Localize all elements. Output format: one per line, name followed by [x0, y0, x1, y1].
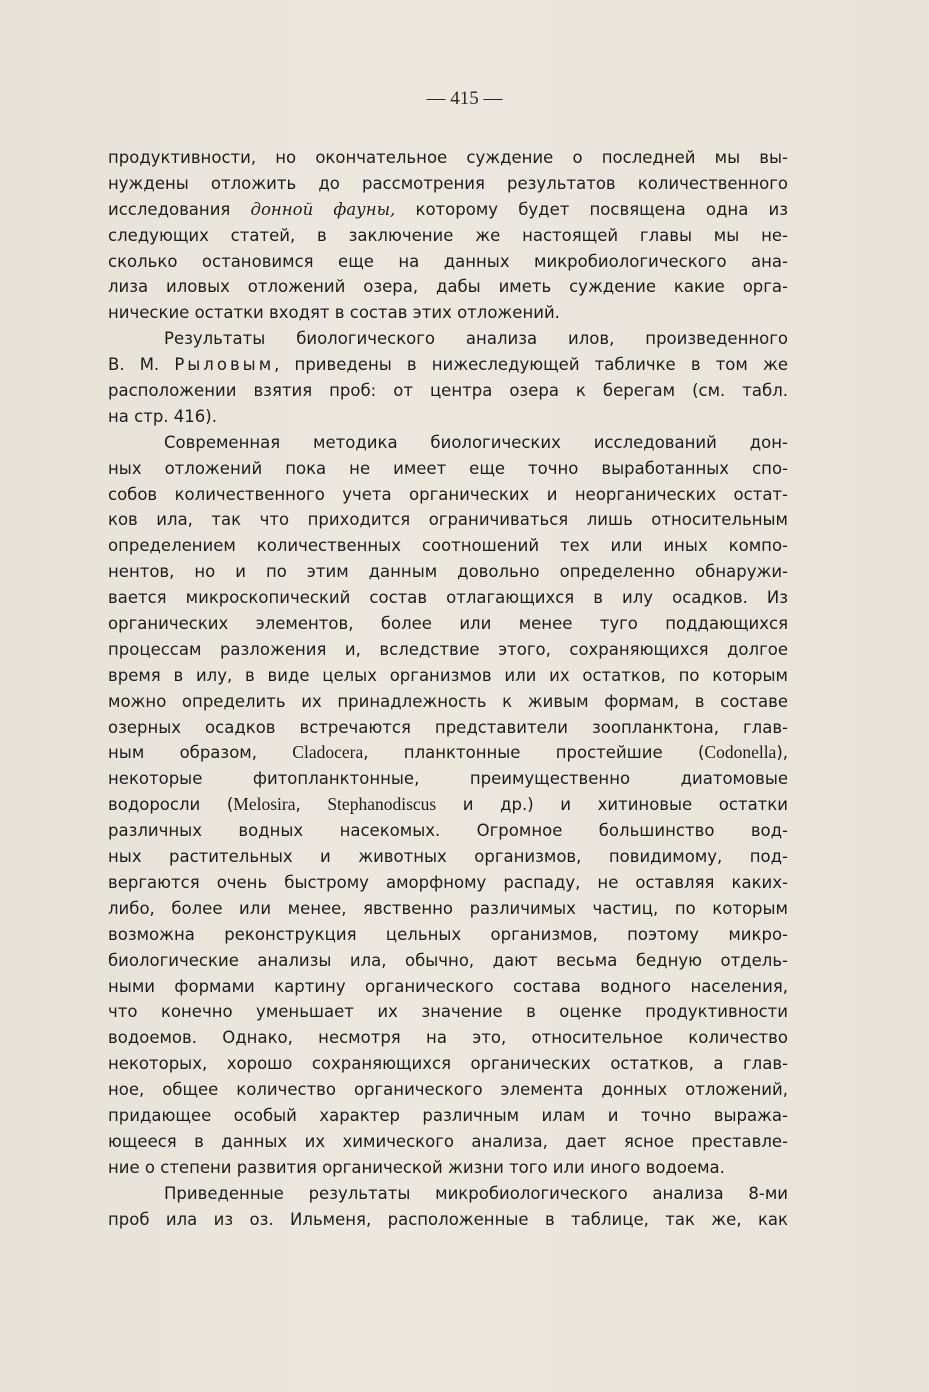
latin-taxon: Stephanodiscus — [327, 794, 437, 815]
paragraph-1 — [108, 145, 788, 326]
italic-term: донной фауны, — [250, 199, 396, 219]
text-line: Современная методика биологических исследований дон- — [164, 432, 788, 452]
text-line: вергаются очень быстрому аморфному распаду, не оставляя каких- — [108, 872, 788, 892]
text-line: определением количественных соотношений тех или иных компо- — [108, 536, 788, 556]
paragraph-2 — [108, 326, 788, 430]
text-line: придающее особый характер различным илам и точно выража- — [108, 1105, 788, 1125]
page-number: — 415 — — [426, 88, 503, 109]
text-line: исследования донной фауны, которому будет посвящена одна из — [108, 199, 788, 219]
text-line: можно определить их принадлежность к живым формам, в составе — [108, 691, 788, 711]
text-line: Приведенные результаты микробиологического анализа 8-ми — [164, 1183, 788, 1203]
text-line: проб ила из оз. Ильменя, расположенные в таблице, так же, как — [108, 1209, 788, 1229]
paragraph-4 — [108, 1181, 788, 1233]
text-line: нические остатки входят в состав этих отложений. — [108, 303, 560, 323]
text-line: нуждены отложить до рассмотрения результатов количественного — [108, 173, 788, 193]
spaced-author-name: Рыловым — [174, 355, 275, 375]
text-line: ное, общее количество органического элемента донных отложений, — [108, 1080, 788, 1100]
text-line: водоемов. Однако, несмотря на это, относительное количество — [108, 1028, 788, 1048]
text-line: Результаты биологического анализа илов, произведенного — [164, 329, 788, 349]
text-line: водоросли (Melosira, Stephanodiscus и др.) и хитиновые остатки — [108, 794, 788, 815]
latin-taxon: Cladocera — [292, 742, 364, 763]
text-line: собов количественного учета органических и неорганических остат- — [108, 484, 788, 504]
text-line: лиза иловых отложений озера, дабы иметь суждение какие орга- — [108, 277, 788, 297]
text-line: органических элементов, более или менее туго поддающихся — [108, 614, 788, 634]
text-line: ние о степени развития органической жизни того или иного водоема. — [108, 1157, 725, 1177]
latin-taxon: Melosira — [233, 794, 296, 815]
text-line: озерных осадков встречаются представители зоопланктона, глав- — [108, 717, 788, 737]
text-line: следующих статей, в заключение же настоящей главы мы не- — [108, 225, 788, 245]
text-line: некоторые фитопланктонные, преимущественно диатомовые — [108, 769, 788, 789]
text-line: расположении взятия проб: от центра озера к берегам (см. табл. — [108, 381, 788, 401]
text-line: биологические анализы ила, обычно, дают весьма бедную отдель- — [108, 950, 788, 970]
text-line: продуктивности, но окончательное суждение о последней мы вы- — [108, 148, 788, 167]
text-line: время в илу, в виде целых организмов или их остатков, по которым — [108, 665, 788, 685]
text-line: В. М. Рыловым, приведены в нижеследующей табличке в том же — [108, 355, 789, 375]
text-line: ными формами картину органического состава водного населения, — [108, 976, 788, 996]
text-line: некоторых, хорошо сохраняющихся органических остатков, а глав- — [108, 1054, 788, 1074]
text-line: ющееся в данных их химического анализа, дает ясное преставле- — [108, 1131, 788, 1151]
paragraph-3 — [108, 430, 788, 1181]
text-line: ков ила, так что приходится ограничиваться лишь относительным — [108, 510, 788, 530]
text-line: сколько остановимся еще на данных микробиологического ана- — [108, 251, 788, 271]
text-line: процессам разложения и, вследствие этого, сохраняющихся долгое — [108, 639, 788, 659]
text-line: на стр. 416). — [108, 406, 217, 426]
text-line: ных растительных и животных организмов, повидимому, под- — [108, 847, 788, 867]
text-line: нентов, но и по этим данным довольно определенно обнаружи- — [108, 562, 788, 582]
text-line: вается микроскопический состав отлагающихся в илу осадков. Из — [108, 588, 788, 608]
text-line: возможна реконструкция цельных организмов, поэтому микро- — [108, 924, 788, 944]
text-line: что конечно уменьшает их значение в оценке продуктивности — [108, 1002, 788, 1022]
text-line: ным образом, Cladocera, планктонные простейшие (Codonella), — [108, 742, 789, 763]
latin-taxon: Codonella — [704, 742, 777, 763]
body-text — [108, 145, 788, 1232]
text-line: ных отложений пока не имеет еще точно выработанных спо- — [108, 458, 788, 478]
text-line: либо, более или менее, явственно различимых частиц, по которым — [108, 898, 788, 918]
text-line: различных водных насекомых. Огромное большинство вод- — [108, 821, 788, 841]
